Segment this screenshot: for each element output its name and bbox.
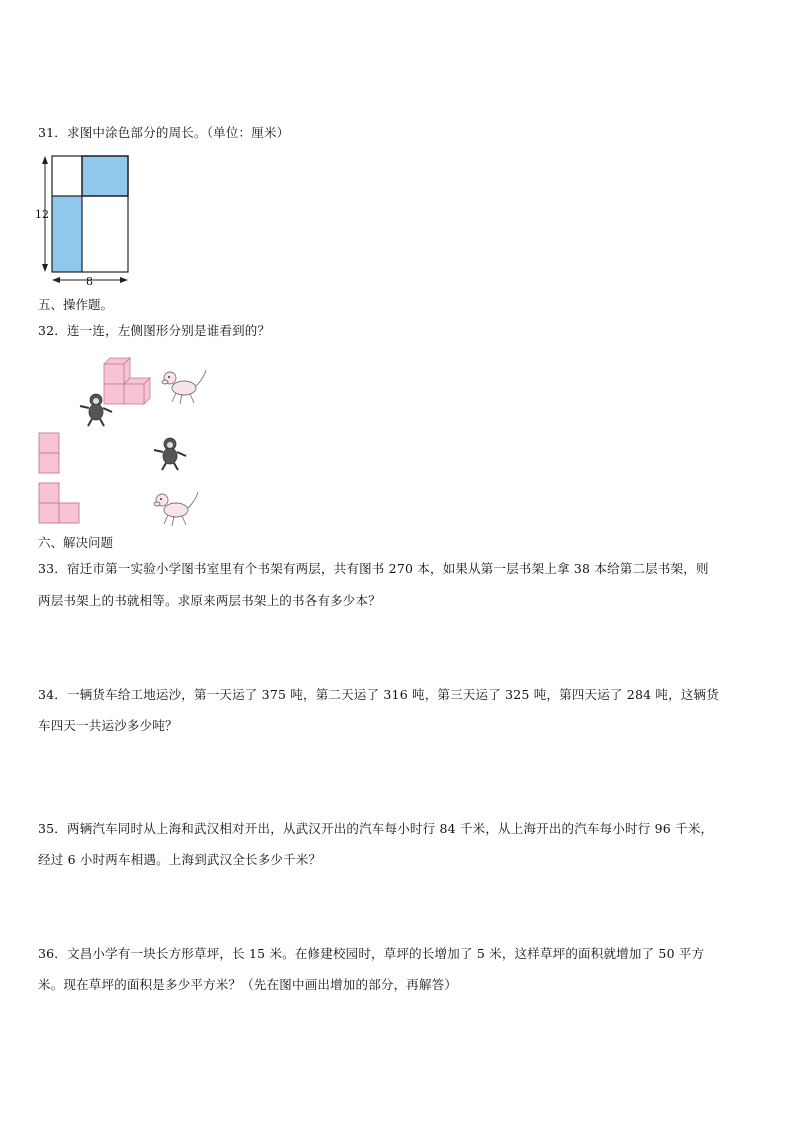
section-5-heading: 五、操作题。: [38, 297, 114, 312]
q36-line1: 36．文昌小学有一块长方形草坪，长 15 米。在修建校园时，草坪的长增加了 5 米，这样草坪的面积就增加了 50 平方: [38, 946, 705, 961]
q33-line1: 33．宿迁市第一实验小学图书室里有个书架有两层，共有图书 270 本，如果从第一层书架上拿 38 本给第二层书架，则: [38, 561, 709, 576]
section-6-heading: 六、解决问题: [38, 535, 114, 550]
dog-icon: [158, 366, 208, 406]
q35-line1: 35．两辆汽车同时从上海和武汉相对开出，从武汉开出的汽车每小时行 84 千米，从上海开出的汽车每小时行 96 千米，: [38, 821, 714, 836]
q34-line1: 34．一辆货车给工地运沙，第一天运了 375 吨，第二天运了 316 吨，第三天运了 325 吨，第四天运了 284 吨，这辆货: [38, 687, 719, 702]
view-shape-l: [38, 482, 84, 526]
q36-line2: 米。现在草坪的面积是多少平方米？（先在图中画出增加的部分，再解答）: [38, 977, 458, 992]
q31-figure: [34, 152, 144, 288]
q33-line2: 两层书架上的书就相等。求原来两层书架上的书各有多少本？: [38, 593, 381, 608]
shaded-top-right: [82, 156, 128, 196]
q32-text: 32．连一连，左侧图形分别是谁看到的？: [38, 323, 271, 338]
shaded-left-bottom: [52, 196, 82, 272]
q34-line2: 车四天一共运沙多少吨？: [38, 718, 178, 733]
q31-text: 31．求图中涂色部分的周长。（单位：厘米）: [38, 125, 290, 140]
view-shape-vertical: [38, 432, 62, 476]
width-label: 8: [86, 275, 93, 288]
q35-line2: 经过 6 小时两车相遇。上海到武汉全长多少千米？: [38, 852, 322, 867]
dog-icon-2: [150, 488, 200, 528]
monkey-icon: [78, 392, 118, 428]
monkey-icon-2: [152, 436, 192, 472]
height-label: 12: [35, 208, 49, 221]
